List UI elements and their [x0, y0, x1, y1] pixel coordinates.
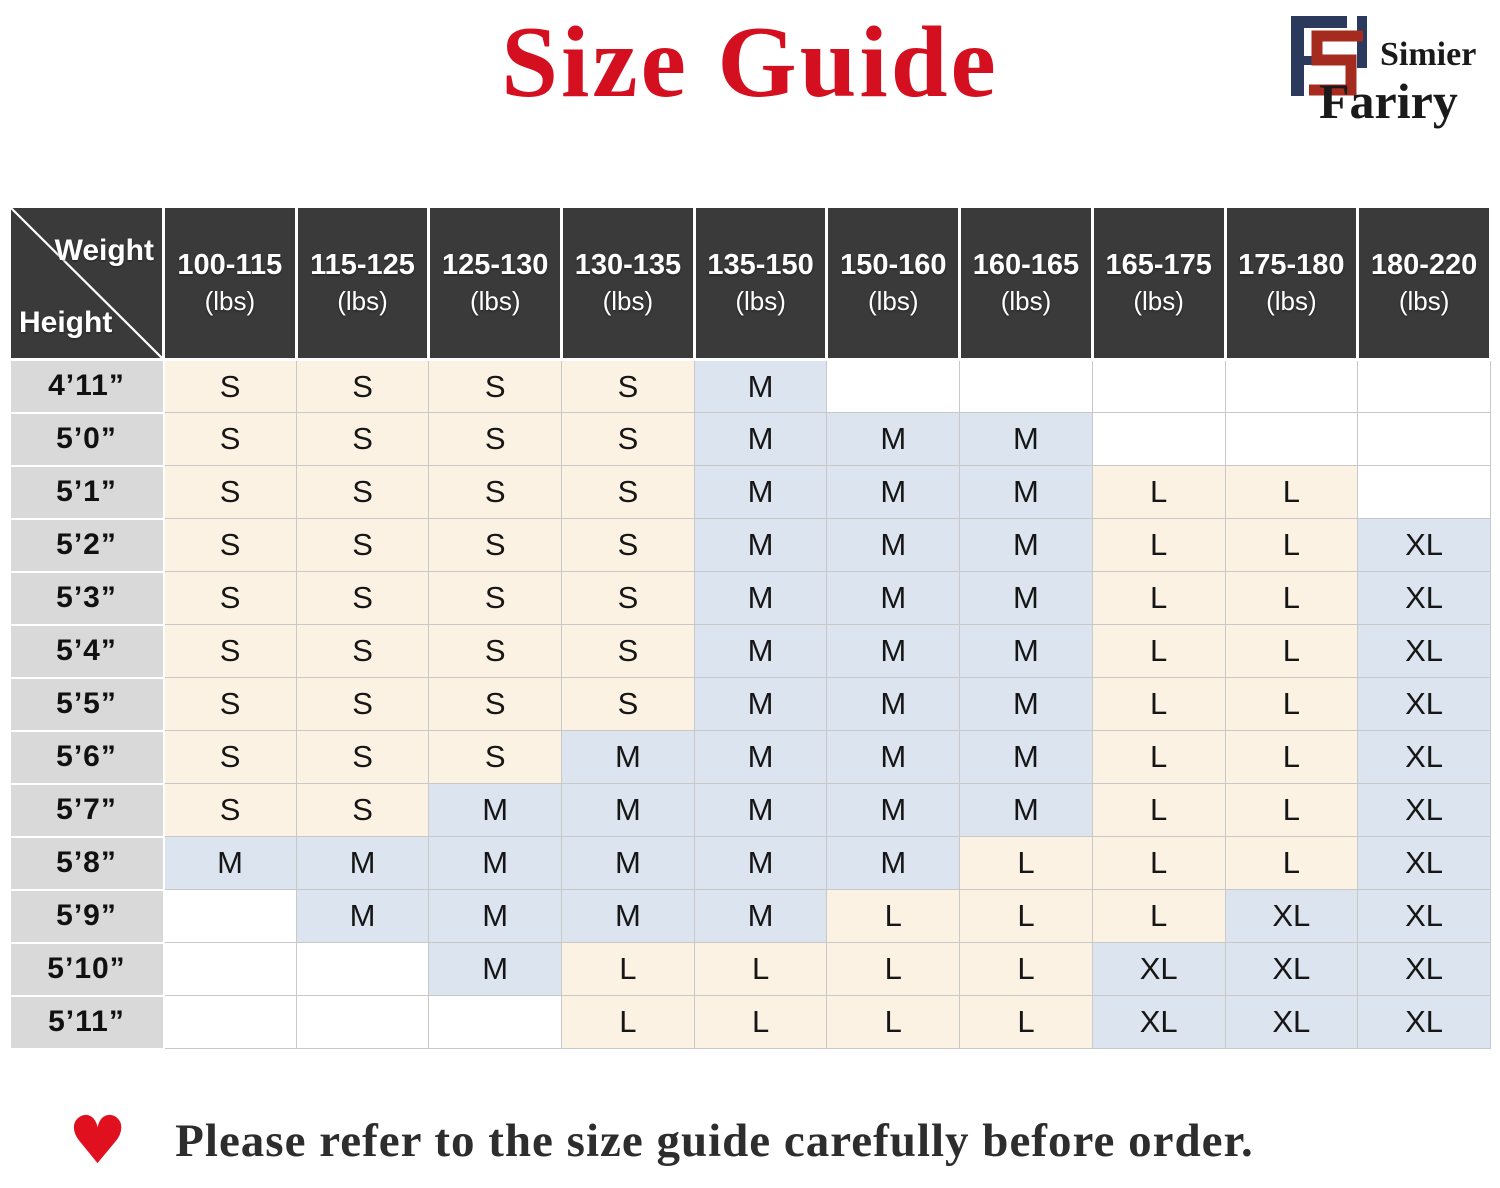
height-cell: 5’10”: [10, 943, 164, 996]
size-cell: L: [562, 943, 695, 996]
size-cell: S: [164, 466, 297, 519]
size-cell: L: [960, 943, 1093, 996]
height-label: Height: [19, 306, 113, 339]
corner-cell: [10, 207, 164, 360]
table-row: [10, 784, 1491, 837]
size-cell: M: [827, 625, 960, 678]
size-cell: S: [562, 678, 695, 731]
size-cell: M: [694, 360, 827, 413]
size-cell: S: [429, 413, 562, 466]
size-cell: M: [429, 784, 562, 837]
size-cell: S: [164, 731, 297, 784]
size-cell: L: [1092, 678, 1225, 731]
table-row: [10, 360, 1491, 413]
size-cell: M: [960, 572, 1093, 625]
size-cell: [1225, 413, 1358, 466]
size-cell: XL: [1358, 625, 1491, 678]
size-cell: M: [164, 837, 297, 890]
size-cell: M: [694, 466, 827, 519]
height-cell: 5’2”: [10, 519, 164, 572]
size-cell: [1092, 413, 1225, 466]
size-cell: M: [960, 731, 1093, 784]
size-cell: XL: [1225, 890, 1358, 943]
size-cell: L: [1225, 625, 1358, 678]
size-cell: XL: [1358, 996, 1491, 1049]
size-cell: S: [429, 519, 562, 572]
table-row: [10, 837, 1491, 890]
size-cell: S: [164, 625, 297, 678]
size-cell: L: [1092, 890, 1225, 943]
table-row: [10, 519, 1491, 572]
size-cell: XL: [1358, 784, 1491, 837]
size-cell: S: [164, 678, 297, 731]
size-cell: S: [296, 466, 429, 519]
size-cell: L: [1225, 731, 1358, 784]
size-cell: M: [694, 625, 827, 678]
size-cell: M: [827, 784, 960, 837]
size-cell: M: [694, 837, 827, 890]
height-cell: 4’11”: [10, 360, 164, 413]
size-cell: S: [296, 413, 429, 466]
height-cell: 5’0”: [10, 413, 164, 466]
size-cell: XL: [1225, 943, 1358, 996]
size-cell: M: [827, 572, 960, 625]
size-cell: L: [1092, 625, 1225, 678]
size-cell: M: [960, 678, 1093, 731]
height-cell: 5’6”: [10, 731, 164, 784]
size-cell: S: [164, 572, 297, 625]
size-cell: L: [1225, 678, 1358, 731]
size-cell: M: [562, 837, 695, 890]
height-cell: 5’3”: [10, 572, 164, 625]
size-cell: S: [429, 360, 562, 413]
size-cell: L: [694, 996, 827, 1049]
size-cell: S: [562, 360, 695, 413]
table-row: [10, 413, 1491, 466]
table-row: [10, 996, 1491, 1049]
size-cell: XL: [1225, 996, 1358, 1049]
size-cell: M: [694, 572, 827, 625]
size-cell: M: [296, 890, 429, 943]
size-cell: S: [164, 784, 297, 837]
size-cell: L: [562, 996, 695, 1049]
size-cell: S: [562, 625, 695, 678]
size-cell: M: [960, 625, 1093, 678]
size-cell: XL: [1358, 572, 1491, 625]
size-cell: M: [296, 837, 429, 890]
size-cell: M: [827, 678, 960, 731]
size-cell: L: [1092, 572, 1225, 625]
size-cell: S: [296, 360, 429, 413]
height-cell: 5’5”: [10, 678, 164, 731]
size-cell: M: [694, 731, 827, 784]
weight-col-header: 135-150 (lbs): [694, 207, 827, 360]
size-cell: M: [827, 837, 960, 890]
size-cell: [1358, 466, 1491, 519]
size-cell: XL: [1358, 678, 1491, 731]
weight-col-header: 180-220 (lbs): [1358, 207, 1491, 360]
brand-name-top: Simier: [1380, 36, 1477, 73]
size-cell: S: [429, 731, 562, 784]
size-cell: [827, 360, 960, 413]
size-cell: M: [960, 413, 1093, 466]
size-cell: L: [960, 837, 1093, 890]
size-cell: M: [562, 784, 695, 837]
size-cell: [1358, 360, 1491, 413]
size-cell: [1092, 360, 1225, 413]
table-row: [10, 678, 1491, 731]
weight-col-header: 175-180 (lbs): [1225, 207, 1358, 360]
size-cell: XL: [1358, 519, 1491, 572]
size-cell: XL: [1358, 890, 1491, 943]
size-cell: M: [960, 466, 1093, 519]
size-cell: L: [1225, 784, 1358, 837]
weight-col-header: 150-160 (lbs): [827, 207, 960, 360]
weight-col-header: 165-175 (lbs): [1092, 207, 1225, 360]
size-cell: M: [429, 890, 562, 943]
table-row: [10, 943, 1491, 996]
height-cell: 5’8”: [10, 837, 164, 890]
height-cell: 5’4”: [10, 625, 164, 678]
size-cell: S: [429, 572, 562, 625]
size-cell: S: [164, 413, 297, 466]
height-cell: 5’9”: [10, 890, 164, 943]
table-row: [10, 625, 1491, 678]
table-row: [10, 466, 1491, 519]
size-cell: M: [429, 837, 562, 890]
size-cell: [164, 943, 297, 996]
size-cell: L: [960, 890, 1093, 943]
size-cell: L: [1092, 519, 1225, 572]
size-cell: M: [827, 731, 960, 784]
header-row: [10, 207, 1491, 360]
size-cell: L: [827, 890, 960, 943]
size-cell: M: [562, 731, 695, 784]
heart-icon: ♥: [68, 1102, 128, 1179]
size-cell: L: [1225, 519, 1358, 572]
weight-col-header: 160-165 (lbs): [960, 207, 1093, 360]
size-cell: S: [164, 519, 297, 572]
size-cell: XL: [1092, 943, 1225, 996]
size-cell: M: [827, 413, 960, 466]
size-cell: S: [562, 466, 695, 519]
size-table: [8, 205, 1492, 1050]
size-cell: [296, 943, 429, 996]
size-cell: L: [1225, 572, 1358, 625]
size-cell: M: [694, 678, 827, 731]
size-cell: L: [827, 996, 960, 1049]
page-title: Size Guide: [501, 6, 999, 119]
table-row: [10, 890, 1491, 943]
table-row: [10, 731, 1491, 784]
table-row: [10, 572, 1491, 625]
size-cell: S: [562, 519, 695, 572]
size-cell: M: [827, 466, 960, 519]
size-cell: S: [296, 625, 429, 678]
size-cell: [164, 890, 297, 943]
size-cell: M: [960, 784, 1093, 837]
size-cell: XL: [1358, 837, 1491, 890]
weight-col-header: 115-125 (lbs): [296, 207, 429, 360]
size-cell: XL: [1092, 996, 1225, 1049]
size-cell: S: [429, 678, 562, 731]
size-cell: M: [562, 890, 695, 943]
size-cell: [429, 996, 562, 1049]
size-cell: M: [694, 519, 827, 572]
height-cell: 5’7”: [10, 784, 164, 837]
size-table-body: [10, 360, 1491, 1049]
size-cell: [164, 996, 297, 1049]
brand-logo: [1283, 8, 1488, 133]
height-cell: 5’11”: [10, 996, 164, 1049]
size-cell: L: [1092, 784, 1225, 837]
size-cell: XL: [1358, 943, 1491, 996]
size-cell: L: [827, 943, 960, 996]
size-cell: [960, 360, 1093, 413]
size-cell: S: [562, 413, 695, 466]
size-cell: S: [164, 360, 297, 413]
weight-label: Weight: [54, 234, 154, 267]
size-cell: L: [1225, 466, 1358, 519]
brand-name-bottom: Fariry: [1319, 73, 1458, 129]
size-cell: M: [960, 519, 1093, 572]
size-cell: M: [694, 890, 827, 943]
size-cell: L: [694, 943, 827, 996]
size-cell: L: [1225, 837, 1358, 890]
size-cell: M: [694, 784, 827, 837]
size-cell: S: [296, 784, 429, 837]
weight-col-header: 130-135 (lbs): [562, 207, 695, 360]
weight-col-header: 100-115 (lbs): [164, 207, 297, 360]
size-cell: S: [296, 572, 429, 625]
size-cell: M: [694, 413, 827, 466]
size-cell: S: [429, 625, 562, 678]
footer-note: [68, 1102, 1492, 1179]
size-cell: [1225, 360, 1358, 413]
height-cell: 5’1”: [10, 466, 164, 519]
size-cell: L: [1092, 466, 1225, 519]
size-cell: M: [429, 943, 562, 996]
size-cell: L: [960, 996, 1093, 1049]
weight-col-header: 125-130 (lbs): [429, 207, 562, 360]
size-cell: [296, 996, 429, 1049]
size-cell: S: [296, 678, 429, 731]
size-cell: [1358, 413, 1491, 466]
footer-text: Please refer to the size guide carefully before order.: [175, 1115, 1254, 1167]
size-cell: L: [1092, 731, 1225, 784]
size-cell: S: [562, 572, 695, 625]
size-cell: L: [1092, 837, 1225, 890]
size-cell: M: [827, 519, 960, 572]
size-cell: S: [296, 519, 429, 572]
size-cell: S: [296, 731, 429, 784]
size-cell: S: [429, 466, 562, 519]
size-cell: XL: [1358, 731, 1491, 784]
